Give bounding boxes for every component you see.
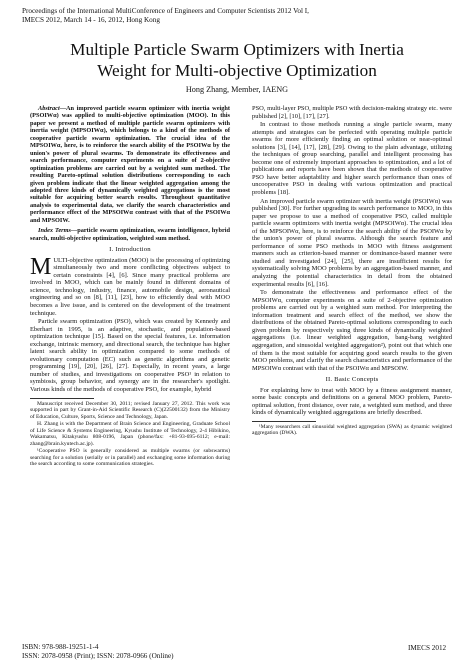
left-column [30, 105, 230, 469]
right-column [252, 105, 452, 438]
footnote-cooperative-pso: ¹Cooperative PSO is generally considered as multiple swarms (or subswarms) searching for a solution (serially or in parallel) and exchanging some information during the search according to some communication strategies. [30, 448, 230, 468]
index-terms [30, 227, 230, 242]
footnote-manuscript: Manuscript received December 30, 2011; revised January 27, 2012. This work was supported in part by Grant-in-Aid Scientific Research (C)(22500132) from the Ministry of Education, Culture, Sports, Science and Technology, Japan. [30, 400, 230, 420]
intro-paragraph-1 [30, 253, 230, 317]
drop-cap: M [30, 253, 52, 280]
title-line-2: Weight for Multi-objective Optimization [97, 60, 377, 80]
footer-conference: IMECS 2012 [408, 644, 447, 652]
index-terms-text: —particle swarm optimization, swarm intelligence, hybrid search, multi-objective optimization, weighted sum method. [30, 227, 230, 242]
paper-title [30, 40, 444, 81]
abstract-text: —An improved particle swarm optimizer with inertia weight (PSOIWα) was applied to multi-objective optimization (MOO). In this paper we present a method of multiple particle swarm optimizers with inertia weight (MPSOIWα), which belongs to a kind of the methods of cooperative particle swarm optimization. The crucial idea of the MPSOIWα, here, is to reinforce the search ability of the PSOIWα by the union's power of plural swarms. To demonstrate its effectiveness and search performance, computer experiments on a suite of 2-objective optimization problems are carried out by a weighted sum method. The resulting Pareto-optimal solution distributions corresponding to each given problem indicate that the linear weighted aggregation among the adopted three kinds of dynamically weighted aggregations is the most suitable for acquiring better search results. Throughout quantitative analysis to experimental data, we clarify the search characteristics and performance effect of the MPSOIWα contrast with that of the PSOIWα and MPSOIW. [30, 105, 230, 224]
footnote-swa: ¹Many researchers call sinusoidal weighted aggregation (SWA) as dynamic weighted aggregation (DWA). [252, 423, 452, 437]
section-heading-basic-concepts: II. Basic Concepts [325, 376, 379, 384]
intro-paragraph-1-text: ULTI-objective optimization (MOO) is the processing of optimizing simultaneously two and more conflicting objectives subject to certain constraints [4], [6]. Since many practical problems are involved in MOO, which can be mainly found in different domains of science, technology, industry, finance, automobile design, aeronautical engineering and so on [8], [11], [23], how to efficiently deal with MOO becomes a live issue, and is centered on the development of the treatment technique. [30, 256, 230, 317]
header-line-2: IMECS 2012, March 14 - 16, 2012, Hong Kong [22, 15, 160, 24]
title-line-1: Multiple Particle Swarm Optimizers with Inertia [70, 40, 404, 59]
section-heading-introduction: I. Introduction [109, 246, 151, 254]
right-paragraph-2: In contrast to those methods running a single particle swarm, many attempts and strategies can be perfected with operating multiple particle swarms for more efficiently finding an optimal solution or near-optimal solutions [3], [14], [17], [28], [29]. Owing to the plain advantage, utilizing the techniques of group searching, parallel and intelligent processing has become one of extremely important approaches to optimization, and a lot of publications and reports have been shown that the methods of cooperative PSO have better adaptability and higher search performance than ones of uncooperative PSO in dealing with various optimization and practical problems [18]. [252, 121, 452, 197]
running-header [22, 7, 462, 24]
right-paragraph-5: For explaining how to treat with MOO by a fitness assignment manner, some basic concepts and definitions on a general MOO problem, Pareto-optimal solution, front distance, over rate, a weighted sum method, and three kinds of dynamically weighted aggregations are briefly described. [252, 386, 452, 417]
author-line: Hong Zhang, Member, IAENG [185, 85, 289, 94]
footer-issn: ISSN: 2078-0958 (Print); ISSN: 2078-0966 (Online) [22, 652, 174, 661]
footnote-affiliation: H. Zhang is with the Department of Brain Science and Engineering, Graduate School of Life Science & Systems Engineering, Kyushu Institute of Technology, 2-4 Hibikino, Wakamatsu, Kitakyushu 808-0196, Japan (phone/fax: +81-93-695-6112; e-mail: zhang@brain.kyutech.ac.jp). [30, 421, 230, 447]
footnote-rule-right [252, 421, 316, 422]
intro-paragraph-2: Particle swarm optimization (PSO), which was created by Kennedy and Eberhart in 1995, is an adaptive, stochastic, and population-based optimization technique [15]. Based on the special features, i.e. information exchange, intrinsic memory, and directional search, the technique has higher latent search ability in optimization compared to some methods of evolutionary computation (EC) such as genetic algorithms and genetic programming [19], [20], [26], [27]. Especially, in recent years, a large number of studies, and investigations on cooperative PSO¹ in relation to symbiosis, group behavior, and synergy are in the researcher's spotlight. Various kinds of the methods of cooperative PSO, for example, hybrid [30, 318, 230, 393]
right-paragraph-3: An improved particle swarm optimizer with inertia weight (PSOIWα) was published [30]. For further upgrading its search performance to MOO, in this paper we propose to use a method of cooperative PSO, called multiple particle swarm optimizers with inertia weight (MPSOIWα). The crucial idea of the MPSOIWα, here, is to reinforce the search ability of the PSOIWα by the union's power of plural swarms. Although the search feature and performance of some PSO methods in MOO with fitness assignment manners such as criterion-based manner or dominance-based manner were studied and investigated [24], [25], there are insufficient results for systematically solving MOO problems by an aggregation-based manner, and analyzing the potential characteristics in detail from the obtained experimental results [6], [16]. [252, 197, 452, 288]
footer-isbn-issn [22, 643, 174, 662]
footnote-rule [30, 398, 94, 399]
abstract-lead: Abstract [38, 105, 60, 112]
index-terms-lead: Index Terms [38, 227, 71, 235]
abstract [30, 105, 230, 224]
right-paragraph-4: To demonstrate the effectiveness and performance effect of the MPSOIWα, computer experiments on a suite of 2-objective optimization problems are carried out by a weighted sum method. For interpreting the information treatment and search effect of the method, we show the distributions of the obtained Pareto-optimal solutions corresponding to each given problem by respectively using three kinds of dynamically weighted aggregations (i.e. linear weighted aggregation, bang-bang weighted aggregation, and sinusoidal weighted aggregation²), point out that which one of them is the most suitable for acquiring good search results to the given MOO problems, and clarify the search characteristics and performance of the MPSOIWα contrast with that of the PSOIWα and MPSOIW. [252, 289, 452, 372]
footer-isbn: ISBN: 978-988-19251-1-4 [22, 643, 99, 651]
header-line-1: Proceedings of the International MultiConference of Engineers and Computer Scientists 2012 Vol I, [22, 7, 309, 15]
right-paragraph-1: PSO, multi-layer PSO, multiple PSO with decision-making strategy etc. were published [2], [10], [17], [27]. [252, 105, 452, 120]
